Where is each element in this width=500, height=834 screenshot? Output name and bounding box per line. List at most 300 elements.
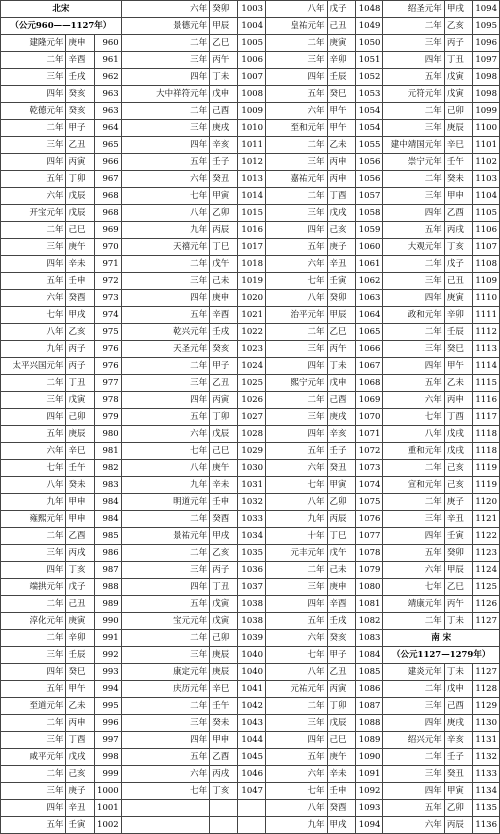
ad-year-cell: 1041 xyxy=(238,681,266,698)
ad-year-cell: 1088 xyxy=(355,715,383,732)
ganzhi-cell: 壬戌 xyxy=(327,613,355,630)
era-name-cell: 三年 xyxy=(1,239,66,256)
ganzhi-cell: 己丑 xyxy=(444,273,472,290)
ad-year-cell: 1109 xyxy=(473,273,500,290)
ganzhi-cell: 壬子 xyxy=(327,443,355,460)
table-row xyxy=(1,783,500,800)
ganzhi-cell: 辛卯 xyxy=(327,52,355,69)
ganzhi-cell: 丙午 xyxy=(444,596,472,613)
era-name-cell: 二年 xyxy=(121,35,210,52)
ad-year-cell: 1110 xyxy=(473,290,500,307)
ganzhi-cell: 甲寅 xyxy=(327,477,355,494)
era-name-cell: 二年 xyxy=(121,256,210,273)
era-name-cell: 三年 xyxy=(266,409,327,426)
era-name-cell: 三年 xyxy=(1,545,66,562)
ganzhi-cell: 丁亥 xyxy=(444,239,472,256)
ganzhi-cell: 辛酉 xyxy=(210,307,238,324)
ganzhi-cell: 庚辰 xyxy=(444,120,472,137)
ad-year-cell: 1099 xyxy=(473,103,500,120)
ad-year-cell: 1054 xyxy=(355,103,383,120)
ad-year-cell: 1074 xyxy=(355,477,383,494)
ganzhi-cell: 癸丑 xyxy=(444,766,472,783)
era-name-cell: 四年 xyxy=(383,783,444,800)
ganzhi-cell: 乙卯 xyxy=(327,494,355,511)
ganzhi-cell: 丙子 xyxy=(66,341,94,358)
ganzhi-cell: 丙辰 xyxy=(327,511,355,528)
era-name-cell: 九年 xyxy=(121,222,210,239)
ad-year-cell: 1096 xyxy=(473,35,500,52)
ad-year-cell: 1056 xyxy=(355,154,383,171)
era-name-cell: 七年 xyxy=(266,273,327,290)
ganzhi-cell: 庚子 xyxy=(66,783,94,800)
ad-year-cell: 1018 xyxy=(238,256,266,273)
ad-year-cell: 1062 xyxy=(355,273,383,290)
ad-year-cell: 1061 xyxy=(355,256,383,273)
ad-year-cell: 963 xyxy=(94,86,121,103)
era-name-cell: 重和元年 xyxy=(383,443,444,460)
era-name-cell: 八年 xyxy=(266,290,327,307)
ganzhi-cell: 戊戌 xyxy=(444,443,472,460)
ganzhi-cell: 辛亥 xyxy=(327,426,355,443)
ganzhi-cell: 戊戌 xyxy=(327,205,355,222)
era-name-cell: 五年 xyxy=(121,749,210,766)
era-name-cell: 二年 xyxy=(383,613,444,630)
ganzhi-cell: 乙丑 xyxy=(66,137,94,154)
ad-year-cell: 985 xyxy=(94,528,121,545)
era-name-cell: 崇宁元年 xyxy=(383,154,444,171)
ganzhi-cell: 庚申 xyxy=(327,579,355,596)
ganzhi-cell: 丙申 xyxy=(66,715,94,732)
era-name-cell: 三年 xyxy=(1,137,66,154)
ganzhi-cell: 辛巳 xyxy=(210,681,238,698)
ganzhi-cell: 乙巳 xyxy=(210,35,238,52)
ad-year-cell: 973 xyxy=(94,290,121,307)
ganzhi-cell: 丁未 xyxy=(210,69,238,86)
ganzhi-cell: 戊寅 xyxy=(210,596,238,613)
era-name-cell: 七年 xyxy=(383,579,444,596)
ganzhi-cell: 乙亥 xyxy=(210,545,238,562)
table-row xyxy=(1,69,500,86)
era-name-cell: 九年 xyxy=(121,477,210,494)
era-name-cell: 五年 xyxy=(383,800,444,817)
ganzhi-cell: 丁未 xyxy=(327,358,355,375)
table-row xyxy=(1,630,500,647)
ad-year-cell: 981 xyxy=(94,443,121,460)
ad-year-cell: 1094 xyxy=(473,1,500,18)
era-name-cell: 五年 xyxy=(383,375,444,392)
ad-year-cell: 1044 xyxy=(238,732,266,749)
ganzhi-cell: 庚子 xyxy=(327,239,355,256)
ad-year-cell: 1094 xyxy=(355,817,383,834)
era-name-cell: 二年 xyxy=(1,528,66,545)
era-name-cell: 四年 xyxy=(121,69,210,86)
table-row xyxy=(1,477,500,494)
table-row xyxy=(1,579,500,596)
ad-year-cell: 1098 xyxy=(473,69,500,86)
era-name-cell: 四年 xyxy=(383,358,444,375)
ad-year-cell: 1125 xyxy=(473,579,500,596)
table-row xyxy=(1,273,500,290)
ganzhi-cell: 庚戌 xyxy=(327,409,355,426)
era-name-cell xyxy=(121,817,210,834)
ad-year-cell xyxy=(238,817,266,834)
ad-year-cell: 1127 xyxy=(473,613,500,630)
era-name-cell: 三年 xyxy=(121,715,210,732)
ad-year-cell: 1076 xyxy=(355,511,383,528)
era-name-cell: 元符元年 xyxy=(383,86,444,103)
ganzhi-cell: 己巳 xyxy=(327,732,355,749)
ganzhi-cell: 己未 xyxy=(210,273,238,290)
era-name-cell: 五年 xyxy=(266,86,327,103)
ad-year-cell: 1079 xyxy=(355,562,383,579)
ganzhi-cell: 丙子 xyxy=(66,358,94,375)
ad-year-cell: 1059 xyxy=(355,222,383,239)
ad-year-cell: 1092 xyxy=(355,783,383,800)
ganzhi-cell: 己酉 xyxy=(444,698,472,715)
ad-year-cell: 1133 xyxy=(473,766,500,783)
era-name-cell: 天圣元年 xyxy=(121,341,210,358)
era-name-cell: 元祐元年 xyxy=(266,681,327,698)
ad-year-cell: 1032 xyxy=(238,494,266,511)
ad-year-cell: 1051 xyxy=(355,52,383,69)
ad-year-cell: 1048 xyxy=(355,1,383,18)
ad-year-cell: 1049 xyxy=(355,18,383,35)
ad-year-cell: 993 xyxy=(94,664,121,681)
ad-year-cell: 1014 xyxy=(238,188,266,205)
era-name-cell: 六年 xyxy=(266,103,327,120)
era-name-cell: 五年 xyxy=(1,817,66,834)
ganzhi-cell: 庚辰 xyxy=(210,664,238,681)
ad-year-cell: 1040 xyxy=(238,647,266,664)
ganzhi-cell: 癸巳 xyxy=(444,341,472,358)
era-name-cell: 三年 xyxy=(121,647,210,664)
ganzhi-cell: 乙巳 xyxy=(327,324,355,341)
ganzhi-cell: 乙卯 xyxy=(444,800,472,817)
ganzhi-cell: 丁卯 xyxy=(210,409,238,426)
ganzhi-cell: 壬辰 xyxy=(66,647,94,664)
ad-year-cell: 1121 xyxy=(473,511,500,528)
ganzhi-cell: 甲子 xyxy=(327,647,355,664)
ad-year-cell: 975 xyxy=(94,324,121,341)
ad-year-cell: 963 xyxy=(94,103,121,120)
ad-year-cell: 1004 xyxy=(238,18,266,35)
era-name-cell: 二年 xyxy=(383,171,444,188)
era-name-cell: 三年 xyxy=(1,732,66,749)
ad-year-cell: 1038 xyxy=(238,596,266,613)
era-name-cell: 至道元年 xyxy=(1,698,66,715)
table-row xyxy=(1,1,500,18)
era-name-cell: 景德元年 xyxy=(121,18,210,35)
era-name-cell: 六年 xyxy=(1,188,66,205)
ganzhi-cell: 庚申 xyxy=(210,290,238,307)
era-name-cell: 二年 xyxy=(1,120,66,137)
ad-year-cell: 1007 xyxy=(238,69,266,86)
ganzhi-cell: 乙巳 xyxy=(444,579,472,596)
ganzhi-cell: 庚辰 xyxy=(210,647,238,664)
ad-year-cell: 1136 xyxy=(473,817,500,834)
ad-year-cell: 983 xyxy=(94,477,121,494)
ad-year-cell: 968 xyxy=(94,205,121,222)
era-name-cell: 五年 xyxy=(266,443,327,460)
era-name-cell: 二年 xyxy=(266,188,327,205)
ganzhi-cell: 戊戌 xyxy=(66,749,94,766)
ganzhi-cell: 癸未 xyxy=(66,477,94,494)
era-name-cell: 五年 xyxy=(383,69,444,86)
ganzhi-cell: 辛卯 xyxy=(66,630,94,647)
ad-year-cell: 1050 xyxy=(355,35,383,52)
ad-year-cell: 1030 xyxy=(238,460,266,477)
era-name-cell: 八年 xyxy=(266,664,327,681)
era-name-cell: 嘉祐元年 xyxy=(266,171,327,188)
ganzhi-cell: 己亥 xyxy=(444,477,472,494)
ad-year-cell: 1023 xyxy=(238,341,266,358)
ad-year-cell: 1132 xyxy=(473,749,500,766)
ad-year-cell: 1013 xyxy=(238,171,266,188)
table-row xyxy=(1,18,500,35)
ganzhi-cell: 壬子 xyxy=(444,749,472,766)
era-name-cell: 六年 xyxy=(266,460,327,477)
ad-year-cell: 1046 xyxy=(238,766,266,783)
ganzhi-cell: 庚申 xyxy=(66,35,94,52)
ad-year-cell: 978 xyxy=(94,392,121,409)
ganzhi-cell: 壬午 xyxy=(210,698,238,715)
ganzhi-cell: 甲午 xyxy=(444,358,472,375)
era-name-cell: 八年 xyxy=(121,460,210,477)
ganzhi-cell: 辛酉 xyxy=(66,52,94,69)
era-name-cell: 八年 xyxy=(1,477,66,494)
ganzhi-cell: 辛未 xyxy=(327,766,355,783)
ad-year-cell: 1039 xyxy=(238,630,266,647)
ganzhi-cell: 乙未 xyxy=(444,375,472,392)
era-name-cell: 建炎元年 xyxy=(383,664,444,681)
ad-year-cell: 1029 xyxy=(238,443,266,460)
era-name-cell: 乾德元年 xyxy=(1,103,66,120)
ad-year-cell: 974 xyxy=(94,307,121,324)
ad-year-cell: 1083 xyxy=(355,630,383,647)
era-name-cell: 绍圣元年 xyxy=(383,1,444,18)
era-name-cell: 七年 xyxy=(121,783,210,800)
ad-year-cell: 1057 xyxy=(355,188,383,205)
ganzhi-cell: 甲辰 xyxy=(444,562,472,579)
ganzhi-cell: 丙戌 xyxy=(444,222,472,239)
ganzhi-cell: 壬辰 xyxy=(327,69,355,86)
era-name-cell: 七年 xyxy=(121,443,210,460)
era-name-cell: 二年 xyxy=(383,494,444,511)
ganzhi-cell: 壬午 xyxy=(444,154,472,171)
ganzhi-cell: 壬寅 xyxy=(327,273,355,290)
era-name-cell: 二年 xyxy=(383,681,444,698)
ganzhi-cell xyxy=(210,817,238,834)
ad-year-cell: 1100 xyxy=(473,120,500,137)
ganzhi-cell: 丙寅 xyxy=(327,681,355,698)
ganzhi-cell: 戊午 xyxy=(210,256,238,273)
ganzhi-cell: 乙酉 xyxy=(210,749,238,766)
ad-year-cell: 1063 xyxy=(355,290,383,307)
ad-year-cell: 1095 xyxy=(473,18,500,35)
ad-year-cell: 1052 xyxy=(355,69,383,86)
ganzhi-cell: 甲申 xyxy=(66,494,94,511)
era-name-cell: 庆历元年 xyxy=(121,681,210,698)
ad-year-cell: 1112 xyxy=(473,324,500,341)
ad-year-cell: 997 xyxy=(94,732,121,749)
ganzhi-cell: 壬申 xyxy=(210,494,238,511)
ganzhi-cell: 丁巳 xyxy=(210,239,238,256)
ganzhi-cell: 甲辰 xyxy=(327,307,355,324)
ad-year-cell: 1131 xyxy=(473,732,500,749)
ganzhi-cell: 己亥 xyxy=(66,766,94,783)
ad-year-cell: 1036 xyxy=(238,562,266,579)
ganzhi-cell: 丁酉 xyxy=(66,732,94,749)
era-name-cell: 四年 xyxy=(383,528,444,545)
ganzhi-cell: 癸卯 xyxy=(444,545,472,562)
ganzhi-cell: 壬子 xyxy=(210,154,238,171)
ganzhi-cell: 癸酉 xyxy=(210,511,238,528)
ganzhi-cell: 己巳 xyxy=(210,443,238,460)
table-row xyxy=(1,647,500,664)
ganzhi-cell: 丙申 xyxy=(444,392,472,409)
ganzhi-cell: 戊寅 xyxy=(444,69,472,86)
ad-year-cell: 1024 xyxy=(238,358,266,375)
table-row xyxy=(1,324,500,341)
era-name-cell: 五年 xyxy=(266,613,327,630)
ad-year-cell: 1126 xyxy=(473,596,500,613)
ad-year-cell: 1105 xyxy=(473,205,500,222)
era-name-cell: 二年 xyxy=(266,137,327,154)
ad-year-cell: 1089 xyxy=(355,732,383,749)
table-row xyxy=(1,817,500,834)
ad-year-cell: 991 xyxy=(94,630,121,647)
era-name-cell: 建隆元年 xyxy=(1,35,66,52)
ad-year-cell: 1118 xyxy=(473,443,500,460)
ad-year-cell: 976 xyxy=(94,358,121,375)
table-row xyxy=(1,698,500,715)
era-name-cell: 四年 xyxy=(383,205,444,222)
era-name-cell: 建中靖国元年 xyxy=(383,137,444,154)
era-name-cell: 二年 xyxy=(121,358,210,375)
era-name-cell: 六年 xyxy=(121,766,210,783)
era-name-cell: 二年 xyxy=(266,562,327,579)
ganzhi-cell: 庚子 xyxy=(444,494,472,511)
ad-year-cell: 998 xyxy=(94,749,121,766)
ganzhi-cell: 癸丑 xyxy=(210,171,238,188)
table-row xyxy=(1,460,500,477)
era-name-cell: 九年 xyxy=(266,817,327,834)
era-name-cell: 二年 xyxy=(121,545,210,562)
era-name-cell: 四年 xyxy=(1,409,66,426)
era-name-cell: 三年 xyxy=(266,52,327,69)
era-name-cell: 二年 xyxy=(383,256,444,273)
ad-year-cell: 1130 xyxy=(473,715,500,732)
ad-year-cell: 1068 xyxy=(355,375,383,392)
ganzhi-cell: 辛丑 xyxy=(444,511,472,528)
ganzhi-cell: 壬戌 xyxy=(66,69,94,86)
ad-year-cell: 1055 xyxy=(355,137,383,154)
ganzhi-cell: 己未 xyxy=(327,562,355,579)
ganzhi-cell: 乙丑 xyxy=(327,664,355,681)
ad-year-cell: 1016 xyxy=(238,222,266,239)
era-name-cell: 三年 xyxy=(383,511,444,528)
ganzhi-cell: 丙辰 xyxy=(210,222,238,239)
ad-year-cell: 1066 xyxy=(355,341,383,358)
ad-year-cell: 1005 xyxy=(238,35,266,52)
ad-year-cell: 1104 xyxy=(473,188,500,205)
ganzhi-cell: 庚戌 xyxy=(444,715,472,732)
ad-year-cell: 971 xyxy=(94,256,121,273)
ad-year-cell: 1097 xyxy=(473,52,500,69)
ad-year-cell: 967 xyxy=(94,171,121,188)
ad-year-cell: 1028 xyxy=(238,426,266,443)
ganzhi-cell: 戊辰 xyxy=(210,426,238,443)
ad-year-cell: 1075 xyxy=(355,494,383,511)
ad-year-cell: 1101 xyxy=(473,137,500,154)
ad-year-cell: 972 xyxy=(94,273,121,290)
ganzhi-cell: 己巳 xyxy=(66,222,94,239)
era-name-cell: 六年 xyxy=(121,171,210,188)
ad-year-cell: 1113 xyxy=(473,341,500,358)
ganzhi-cell: 癸未 xyxy=(444,171,472,188)
ganzhi-cell: 庚寅 xyxy=(444,290,472,307)
era-name-cell: 五年 xyxy=(121,307,210,324)
ad-year-cell: 1119 xyxy=(473,477,500,494)
ad-year-cell: 1122 xyxy=(473,528,500,545)
era-name-cell: 四年 xyxy=(121,392,210,409)
ganzhi-cell: 辛巳 xyxy=(444,137,472,154)
era-name-cell: 六年 xyxy=(266,766,327,783)
ad-year-cell: 977 xyxy=(94,375,121,392)
era-name-cell: 二年 xyxy=(266,392,327,409)
era-name-cell xyxy=(121,800,210,817)
ad-year-cell: 1003 xyxy=(238,1,266,18)
table-row xyxy=(1,528,500,545)
ganzhi-cell: 壬寅 xyxy=(66,817,94,834)
ganzhi-cell: 戊申 xyxy=(327,375,355,392)
era-name-cell: 五年 xyxy=(383,222,444,239)
era-name-cell: 六年 xyxy=(1,290,66,307)
table-row xyxy=(1,562,500,579)
era-name-cell: 二年 xyxy=(121,630,210,647)
era-name-cell: 三年 xyxy=(1,783,66,800)
ganzhi-cell: 丙戌 xyxy=(66,545,94,562)
ad-year-cell: 1027 xyxy=(238,409,266,426)
era-name-cell: 五年 xyxy=(266,749,327,766)
ganzhi-cell: 丁巳 xyxy=(327,528,355,545)
era-name-cell: 四年 xyxy=(266,596,327,613)
era-name-cell: 八年 xyxy=(266,1,327,18)
era-name-cell: 四年 xyxy=(1,86,66,103)
ad-year-cell: 1123 xyxy=(473,545,500,562)
table-row xyxy=(1,409,500,426)
table-row xyxy=(1,358,500,375)
ad-year-cell: 1135 xyxy=(473,800,500,817)
era-name-cell: 二年 xyxy=(1,596,66,613)
ad-year-cell: 966 xyxy=(94,154,121,171)
ad-year-cell: 1090 xyxy=(355,749,383,766)
ganzhi-cell: 甲辰 xyxy=(210,18,238,35)
ganzhi-cell: 丁卯 xyxy=(66,171,94,188)
era-name-cell: 八年 xyxy=(266,494,327,511)
table-row xyxy=(1,766,500,783)
era-name-cell: 二年 xyxy=(1,375,66,392)
era-name-cell: 五年 xyxy=(383,545,444,562)
era-name-cell: 三年 xyxy=(383,273,444,290)
ad-year-cell: 1034 xyxy=(238,528,266,545)
ad-year-cell: 1056 xyxy=(355,171,383,188)
ganzhi-cell: 己卯 xyxy=(444,103,472,120)
ad-year-cell: 1084 xyxy=(355,647,383,664)
era-name-cell: 九年 xyxy=(1,341,66,358)
ganzhi-cell: 戊寅 xyxy=(66,392,94,409)
era-name-cell: 六年 xyxy=(1,443,66,460)
